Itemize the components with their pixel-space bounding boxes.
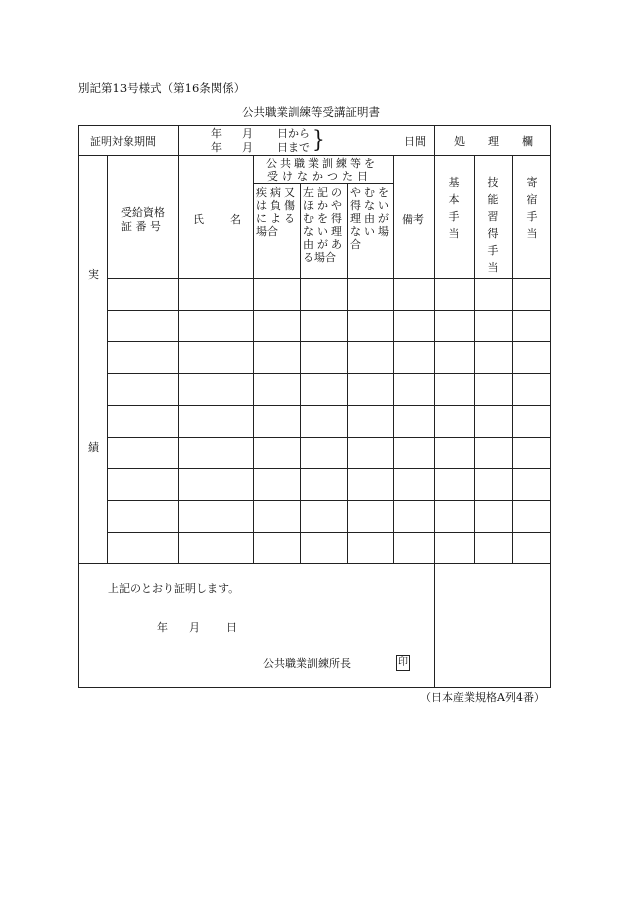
- period-brace: }: [312, 125, 325, 153]
- cert-number-header-1: 受給資格: [121, 206, 165, 219]
- absent-other-6: る場合: [303, 251, 336, 264]
- period-to-year: 年: [211, 141, 222, 154]
- absent-noreason-5: 合: [350, 238, 361, 251]
- period-days-label: 日間: [404, 135, 426, 148]
- basic-allowance-header: 基本手当: [448, 176, 460, 240]
- form-label: 別記第13号様式（第16条関係）: [78, 81, 246, 95]
- absent-noreason-3: 理由が: [350, 212, 392, 225]
- period-to-month: 月: [242, 141, 253, 154]
- absent-header-2: 受けなかつた日: [267, 170, 372, 183]
- processing-header-2: 理: [488, 135, 499, 148]
- period-from-month: 月: [242, 127, 253, 140]
- absent-sick-3: による: [256, 212, 298, 225]
- absent-other-3: むを得: [303, 212, 345, 225]
- remarks-header: 備考: [402, 213, 424, 226]
- processing-header-1: 処: [454, 135, 465, 148]
- footer-date-month: 月: [189, 621, 200, 634]
- period-from-day: 日から: [277, 127, 310, 140]
- absent-sick-4: 場合: [256, 225, 278, 238]
- period-from-year: 年: [211, 127, 222, 140]
- absent-other-5: 由があ: [303, 238, 345, 251]
- absent-other-2: ほかや: [303, 199, 345, 212]
- absent-noreason-2: 得ない: [350, 199, 392, 212]
- side-label-jitsu: 実: [88, 268, 99, 281]
- signer-title: 公共職業訓練所長: [263, 657, 351, 670]
- document-title: 公共職業訓練等受講証明書: [242, 105, 380, 119]
- skill-allowance-header: 技能習得手当: [487, 176, 499, 274]
- paper-size-note: （日本産業規格A列4番）: [420, 691, 545, 704]
- period-label: 証明対象期間: [90, 135, 156, 148]
- cert-number-header-2: 証 番 号: [121, 220, 161, 233]
- name-header-2: 名: [230, 213, 241, 226]
- absent-noreason-4: ない場: [350, 225, 392, 238]
- seal-box: 印: [396, 655, 410, 671]
- absent-sick-2: は負傷: [256, 199, 298, 212]
- absent-noreason-1: やむを: [350, 186, 392, 199]
- absent-header-1: 公共職業訓練等を: [266, 157, 378, 170]
- absent-other-4: ない理: [303, 225, 345, 238]
- footer-date-day: 日: [226, 621, 237, 634]
- lodging-allowance-header: 寄宿手当: [526, 176, 538, 240]
- processing-header-3: 欄: [522, 135, 533, 148]
- period-to-day: 日まで: [277, 141, 310, 154]
- absent-sick-1: 疾病又: [256, 186, 298, 199]
- footer-date-year: 年: [157, 621, 168, 634]
- absent-other-1: 左記の: [303, 186, 345, 199]
- name-header-1: 氏: [193, 213, 204, 226]
- certification-statement: 上記のとおり証明します。: [108, 582, 240, 595]
- side-label-seki: 績: [88, 441, 99, 454]
